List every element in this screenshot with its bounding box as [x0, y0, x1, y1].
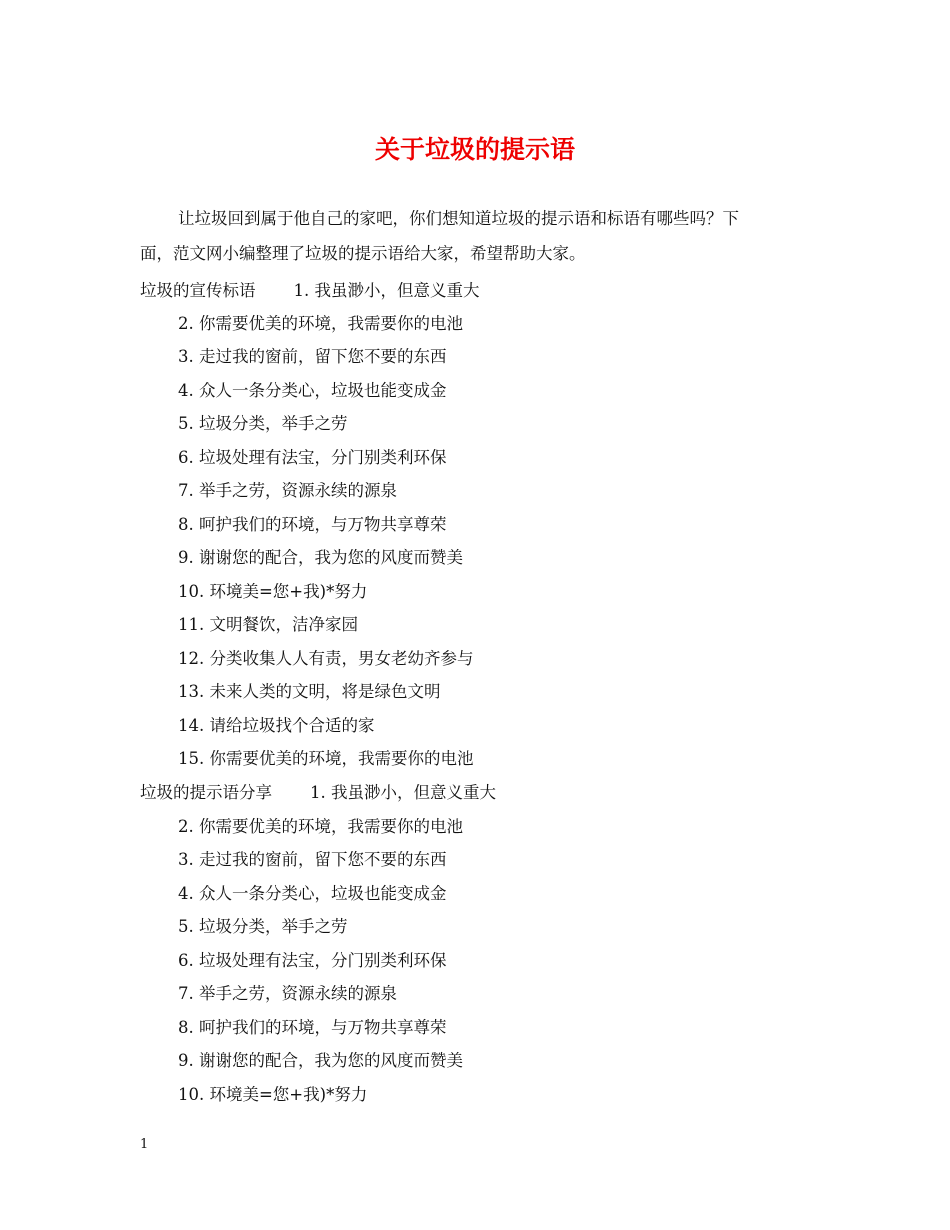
list-item: 4. 众人一条分类心，垃圾也能变成金	[178, 381, 447, 400]
list-item: 1. 我虽渺小，但意义重大	[293, 281, 480, 300]
list-item: 10. 环境美=您+我)*努力	[178, 582, 368, 601]
list-item: 9. 谢谢您的配合，我为您的风度而赞美	[178, 1051, 463, 1070]
intro-paragraph-line: 让垃圾回到属于他自己的家吧，你们想知道垃圾的提示语和标语有哪些吗？下	[178, 209, 739, 228]
list-item: 8. 呵护我们的环境，与万物共享尊荣	[178, 515, 447, 534]
list-item: 9. 谢谢您的配合，我为您的风度而赞美	[178, 548, 463, 567]
list-item: 3. 走过我的窗前，留下您不要的东西	[178, 850, 447, 869]
section-title: 垃圾的提示语分享	[140, 783, 272, 802]
list-item: 7. 举手之劳，资源永续的源泉	[178, 481, 397, 500]
list-item: 11. 文明餐饮，洁净家园	[178, 615, 358, 634]
list-item: 4. 众人一条分类心，垃圾也能变成金	[178, 884, 447, 903]
list-item: 13. 未来人类的文明，将是绿色文明	[178, 682, 441, 701]
section-heading-promo-slogans	[140, 274, 480, 307]
list-item: 3. 走过我的窗前，留下您不要的东西	[178, 347, 447, 366]
list-item: 8. 呵护我们的环境，与万物共享尊荣	[178, 1018, 447, 1037]
list-item: 12. 分类收集人人有责，男女老幼齐参与	[178, 649, 474, 668]
intro-paragraph-line: 面，范文网小编整理了垃圾的提示语给大家，希望帮助大家。	[140, 244, 586, 263]
list-item: 5. 垃圾分类，举手之劳	[178, 414, 348, 433]
list-item: 6. 垃圾处理有法宝，分门别类利环保	[178, 951, 447, 970]
section-heading-tips-share	[140, 776, 496, 809]
list-item: 7. 举手之劳，资源永续的源泉	[178, 984, 397, 1003]
list-item: 5. 垃圾分类，举手之劳	[178, 917, 348, 936]
section-title: 垃圾的宣传标语	[140, 281, 256, 300]
document-title: 关于垃圾的提示语	[374, 135, 575, 164]
page-number: 1	[140, 1137, 149, 1152]
list-item: 2. 你需要优美的环境，我需要你的电池	[178, 314, 463, 333]
list-item: 1. 我虽渺小，但意义重大	[310, 783, 496, 802]
list-item: 2. 你需要优美的环境，我需要你的电池	[178, 817, 463, 836]
list-item: 6. 垃圾处理有法宝，分门别类利环保	[178, 448, 447, 467]
list-item: 15. 你需要优美的环境，我需要你的电池	[178, 749, 474, 768]
list-item: 10. 环境美=您+我)*努力	[178, 1085, 368, 1104]
list-item: 14. 请给垃圾找个合适的家	[178, 716, 375, 735]
